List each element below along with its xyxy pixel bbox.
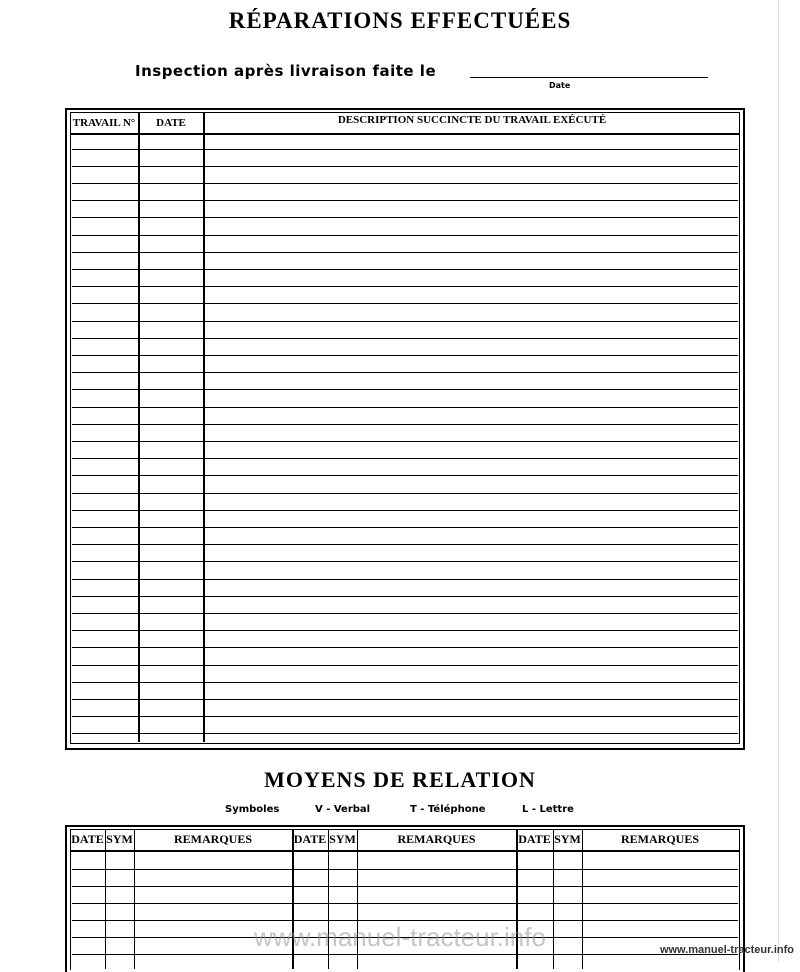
relation-row-line[interactable] xyxy=(72,954,738,955)
repair-row-line[interactable] xyxy=(72,166,738,167)
relation-col-header: SYM xyxy=(106,832,133,846)
repair-row-line[interactable] xyxy=(72,544,738,545)
relation-col-header: SYM xyxy=(329,832,356,846)
repair-row-line[interactable] xyxy=(72,510,738,511)
page-title: RÉPARATIONS EFFECTUÉES xyxy=(228,8,572,33)
relation-header-rule xyxy=(70,850,739,852)
relation-row-line[interactable] xyxy=(72,886,738,887)
repair-row-line[interactable] xyxy=(72,338,738,339)
repair-row-line[interactable] xyxy=(72,286,738,287)
repair-row-line[interactable] xyxy=(72,372,738,373)
repair-row-line[interactable] xyxy=(72,149,738,150)
repair-row-line[interactable] xyxy=(72,527,738,528)
repair-row-line[interactable] xyxy=(72,217,738,218)
repair-row-line[interactable] xyxy=(72,183,738,184)
relation-col-header: REMARQUES xyxy=(173,832,252,846)
repair-row-line[interactable] xyxy=(72,596,738,597)
repair-row-line[interactable] xyxy=(72,303,738,304)
page-edge xyxy=(778,0,779,962)
col-header-travail: TRAVAIL N° xyxy=(72,117,136,129)
symbol-telephone: T - Téléphone xyxy=(410,804,486,815)
symbol-verbal: V - Verbal xyxy=(315,804,371,815)
repair-row-line[interactable] xyxy=(72,493,738,494)
symbol-lettre: L - Lettre xyxy=(522,804,574,815)
inspection-label: Inspection après livraison faite le xyxy=(135,62,437,80)
repair-row-line[interactable] xyxy=(72,579,738,580)
repair-row-line[interactable] xyxy=(72,699,738,700)
relation-col-header: REMARQUES xyxy=(620,832,699,846)
col-header-description: DESCRIPTION SUCCINCTE DU TRAVAIL EXÉCUTÉ xyxy=(337,114,607,126)
date-caption: Date xyxy=(549,81,571,90)
repair-row-line[interactable] xyxy=(72,355,738,356)
repair-row-line[interactable] xyxy=(72,613,738,614)
repair-row-line[interactable] xyxy=(72,665,738,666)
inspection-date-line[interactable] xyxy=(470,77,708,78)
relation-row-line[interactable] xyxy=(72,920,738,921)
relation-row-line[interactable] xyxy=(72,869,738,870)
repair-row-line[interactable] xyxy=(72,561,738,562)
repair-row-line[interactable] xyxy=(72,235,738,236)
relation-col-header: DATE xyxy=(71,832,104,846)
repair-row-line[interactable] xyxy=(72,441,738,442)
repair-row-line[interactable] xyxy=(72,647,738,648)
repair-row-line[interactable] xyxy=(72,252,738,253)
repair-row-line[interactable] xyxy=(72,407,738,408)
repair-row-line[interactable] xyxy=(72,389,738,390)
repair-row-line[interactable] xyxy=(72,458,738,459)
repair-row-line[interactable] xyxy=(72,630,738,631)
col-header-date: DATE xyxy=(156,117,186,129)
repair-row-line[interactable] xyxy=(72,682,738,683)
repair-row-line[interactable] xyxy=(72,424,738,425)
repair-row-line[interactable] xyxy=(72,716,738,717)
repairs-table-inner xyxy=(70,112,740,744)
repair-row-line[interactable] xyxy=(72,200,738,201)
relation-col-header: REMARQUES xyxy=(397,832,476,846)
relation-col-header: SYM xyxy=(554,832,581,846)
relation-col-header: DATE xyxy=(518,832,551,846)
symbols-label: Symboles xyxy=(225,804,280,815)
section-title-relation: MOYENS DE RELATION xyxy=(264,767,536,792)
relation-row-line[interactable] xyxy=(72,903,738,904)
repair-row-line[interactable] xyxy=(72,475,738,476)
repair-row-line[interactable] xyxy=(72,321,738,322)
repair-row-line[interactable] xyxy=(72,733,738,734)
footer-source: www.manuel-tracteur.info xyxy=(659,944,794,956)
relation-col-header: DATE xyxy=(293,832,327,846)
watermark: www.manuel-tracteur.info xyxy=(254,922,546,952)
repair-row-line[interactable] xyxy=(72,269,738,270)
header-rule xyxy=(70,133,739,135)
